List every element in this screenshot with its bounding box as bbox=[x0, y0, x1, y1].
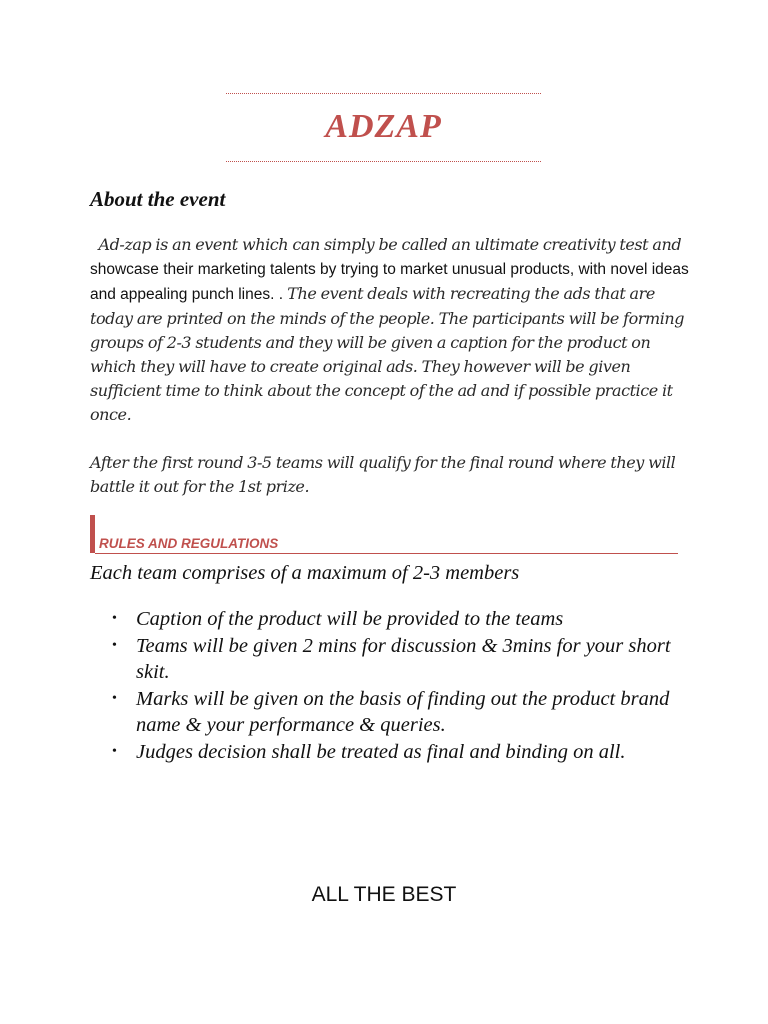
rules-list bbox=[90, 606, 690, 765]
bullet-icon: • bbox=[112, 690, 117, 706]
rules-accent-bar bbox=[90, 515, 95, 553]
closing-message: ALL THE BEST bbox=[311, 883, 457, 906]
about-paragraph bbox=[90, 233, 690, 427]
title-top-divider bbox=[226, 93, 541, 94]
bullet-icon: • bbox=[112, 637, 117, 653]
rule-text: Judges decision shall be treated as final and binding on all. bbox=[136, 740, 626, 763]
bullet-icon: • bbox=[112, 743, 117, 759]
rule-text: Marks will be given on the basis of finding out the product brand name & your performance & queries. bbox=[136, 687, 670, 736]
bullet-icon: • bbox=[112, 611, 117, 626]
rule-item bbox=[90, 739, 690, 766]
rule-text: Teams will be given 2 mins for discussion & 3mins for your short skit. bbox=[136, 634, 671, 683]
about-rest-text: The event deals with recreating the ads that are today are printed on the minds of the people. The participants will be forming groups of 2-3 students and they will be given a caption for the product on which they will have to create original ads. They however will be given sufficient time to think about the concept of the ad and if possible practice it once. bbox=[90, 284, 685, 424]
about-intro-text: Ad-zap is an event which can simply be called an ultimate creativity test and bbox=[98, 235, 682, 254]
about-highlight-text: showcase their marketing talents by trying to market unusual products, with novel ideas and appealing punch lines. . bbox=[90, 261, 689, 303]
rules-heading: RULES AND REGULATIONS bbox=[99, 536, 279, 551]
rules-underline bbox=[95, 553, 678, 554]
page-title: ADZAP bbox=[325, 108, 442, 145]
final-round-paragraph: After the first round 3-5 teams will qualify for the final round where they will battle it out for the 1st prize. bbox=[90, 453, 676, 496]
team-size-text: Each team comprises of a maximum of 2-3 members bbox=[90, 562, 520, 584]
rule-item bbox=[90, 606, 690, 633]
title-bottom-divider bbox=[226, 161, 541, 162]
rule-item bbox=[90, 633, 690, 686]
rule-text: Caption of the product will be provided to the teams bbox=[136, 608, 564, 630]
about-heading: About the event bbox=[90, 187, 226, 211]
rule-item bbox=[90, 686, 690, 739]
